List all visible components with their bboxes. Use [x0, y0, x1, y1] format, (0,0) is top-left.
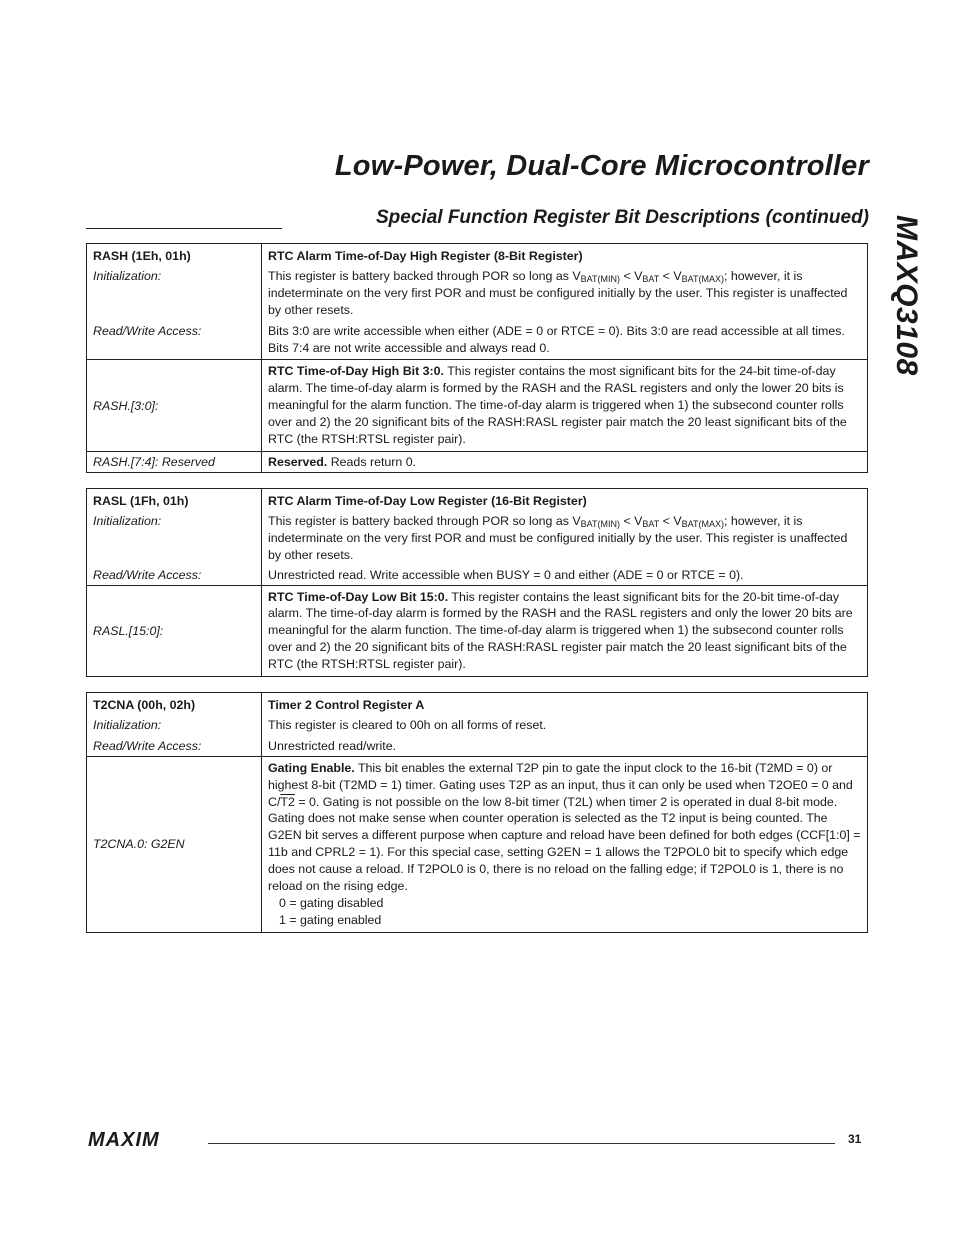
bitfield-label: RASH.[7:4]: Reserved	[87, 451, 262, 472]
register-name: RASL (1Fh, 01h)	[93, 494, 189, 508]
bitfield-description: Gating Enable. This bit enables the external T2P pin to gate the input clock to the 16-bit (T2MD = 0) or highest 8-bit (T2MD = 1) timer. Gating uses T2P as an input, thus it can only be used when T2OE0 = 0 and C/T2 = 0. Gating is not possible on the low 8-bit timer (T2L) when timer 2 is operated in dual 8-bit mode. Gating does not make sense when counter operation is selected as the T2 input is being counted. The G2EN bit serves a different purpose when capture and reload have been defined for both edges (CCF[1:0] = 11b and CPRL2 = 1). For this special case, setting G2EN = 1 allows the T2POL0 bit to specify which edge does not cause a reload. If T2POL0 is 0, there is no reload on the falling edge; if T2POL0 is 1, there is no reload on the rising edge. 0 = gating disabled 1 = gating enabled	[262, 756, 868, 932]
bitfield-label: T2CNA.0: G2EN	[87, 756, 262, 932]
option-item: 0 = gating disabled	[279, 895, 384, 910]
init-text: This register is battery backed through POR so long as $V_{BAT(MIN)} < V_{BAT} < V_{BAT(MAX)}$; however, it is indeterminate on the very first POR and must be configured initially by the user. This register is unaffected by other resets.	[262, 266, 868, 320]
register-title: RTC Alarm Time-of-Day Low Register (16-Bit Register)	[262, 489, 868, 511]
init-label: Initialization:	[93, 268, 162, 283]
init-text: This register is cleared to 00h on all forms of reset.	[262, 715, 868, 735]
rash-register-table	[86, 243, 868, 473]
bitfield-description: RTC Time-of-Day High Bit 3:0. This register contains the most significant bits for the 24-bit time-of-day alarm. The time-of-day alarm is formed by the RASH and the RASL registers and only the lower 20 bits is meaningful for the alarm function. The time-of-day alarm is triggered when 1) the subsecond counter rolls over and 2) the 20 significant bits of the RASH:RASL register pair match the 20 least significant bits of the RTC (the RTSH:RTSL register pair).	[262, 360, 868, 452]
rw-label: Read/Write Access:	[93, 567, 202, 582]
overbar-text: T2	[280, 794, 295, 809]
bitfield-label: RASH.[3:0]:	[87, 360, 262, 452]
rw-label: Read/Write Access:	[93, 738, 202, 753]
bitfield-description: Reserved. Reads return 0.	[262, 451, 868, 472]
register-name: T2CNA (00h, 02h)	[93, 698, 196, 712]
page-number: 31	[848, 1132, 862, 1146]
section-title: Special Function Register Bit Descriptions (continued)	[376, 207, 869, 228]
rw-text: Unrestricted read/write.	[262, 735, 868, 756]
init-label: Initialization:	[93, 717, 162, 732]
init-text: This register is battery backed through POR so long as $V_{BAT(MIN)} < V_{BAT} < V_{BAT(MAX)}$; however, it is indeterminate on the very first POR and must be configured initially by the user. This register is unaffected by other resets.	[262, 511, 868, 565]
footer-rule	[208, 1143, 835, 1144]
rw-text: Unrestricted read. Write accessible when BUSY = 0 and either (ADE = 0 or RTCE = 0).	[262, 565, 868, 585]
rw-text: Bits 3:0 are write accessible when either (ADE = 0 or RTCE = 0). Bits 3:0 are read accessible at all times. Bits 7:4 are not write accessible and always read 0.	[262, 320, 868, 360]
document-title: Low-Power, Dual-Core Microcontroller	[334, 150, 869, 182]
init-label: Initialization:	[93, 513, 162, 528]
bitfield-description: RTC Time-of-Day Low Bit 15:0. This register contains the least significant bits for the 20-bit time-of-day alarm. The time-of-day alarm is formed by the RASH and the RASL registers and only the lower 20 bits are meaningful for the alarm function. The time-of-day alarm is triggered when 1) the subsecond counter rolls over and 2) the 20 significant bits of the RASH:RASL register pair match the 20 least significant bits of the RTC (the RTSH:RTSL register pair).	[262, 585, 868, 677]
bitfield-label: RASL.[15:0]:	[87, 585, 262, 677]
rw-label: Read/Write Access:	[93, 323, 202, 338]
option-item: 1 = gating enabled	[279, 912, 382, 927]
t2cna-register-table	[86, 692, 868, 933]
side-part-label	[883, 215, 923, 415]
register-name: RASH (1Eh, 01h)	[93, 249, 191, 263]
register-title: Timer 2 Control Register A	[262, 693, 868, 715]
rasl-register-table	[86, 488, 868, 677]
part-number: MAXQ3108	[890, 215, 923, 376]
maxim-logo: MAXIM	[88, 1129, 160, 1151]
register-title: RTC Alarm Time-of-Day High Register (8-Bit Register)	[262, 244, 868, 266]
